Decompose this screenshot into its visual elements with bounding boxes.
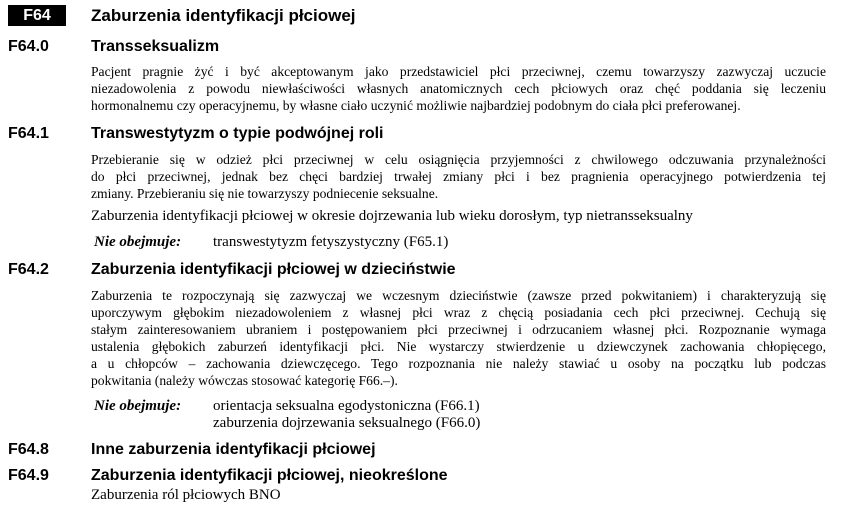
section-description-f64-0 <box>91 63 826 114</box>
section-title-f64-0: Transseksualizm <box>91 38 220 55</box>
description-line: Przebieranie się w odzież płci przeciwnej w celu osiągnięcia przyjemności z chwilowego odczuwania przynależności <box>91 152 826 167</box>
description-line: pokwitania (należy wówczas stosować kategorię F66.–). <box>91 373 398 388</box>
section-code-f64-9: F64.9 <box>8 467 49 484</box>
description-line: niezadowolenia z powodu niewłaściwości własnych anatomicznych cech płciowych oraz chęć poddania się leczeniu <box>91 81 826 96</box>
description-line: stałym zainteresowaniem ubraniem i postępowaniem płci przeciwnej i odrzucaniem własnej płci. Rozpoznanie wymaga <box>91 322 826 337</box>
description-line: a u chłopców – zachowania dziewczęcego. Tego rozpoznania nie należy stawiać u osoby na początku lub podczas <box>91 356 826 371</box>
section-description-f64-1 <box>91 151 826 202</box>
section-subtitle-f64-9: Zaburzenia ról płciowych BNO <box>91 487 281 503</box>
description-line: ustalenia głębokich zaburzeń identyfikacji płci. Nie wystarczy stwierdzenie u dziewczynek zachowania chłopięcego, <box>91 339 826 354</box>
section-title-f64-2: Zaburzenia identyfikacji płciowej w dzieciństwie <box>91 261 456 278</box>
section-code-f64-1: F64.1 <box>8 125 49 142</box>
section-description-f64-2 <box>91 287 826 389</box>
exclusion-label-f64-2: Nie obejmuje: <box>94 398 182 414</box>
section-title-f64-9: Zaburzenia identyfikacji płciowej, nieokreślone <box>91 467 448 484</box>
exclusion-item: orientacja seksualna egodystoniczna (F66.1) <box>213 398 480 414</box>
section-note-f64-1: Zaburzenia identyfikacji płciowej w okresie dojrzewania lub wieku dorosłym, typ nietransseksualny <box>91 208 693 224</box>
section-code-f64-0: F64.0 <box>8 38 49 55</box>
exclusion-label-f64-1: Nie obejmuje: <box>94 234 182 250</box>
description-line: zmiany. Przebieraniu się nie towarzyszy podniecenie seksualne. <box>91 186 439 201</box>
chapter-title: Zaburzenia identyfikacji płciowej <box>91 6 356 25</box>
section-title-f64-8: Inne zaburzenia identyfikacji płciowej <box>91 441 376 458</box>
description-line: Pacjent pragnie żyć i być akceptowanym jako przedstawiciel płci przeciwnej, czemu towarzyszy zazwyczaj uczucie <box>91 64 826 79</box>
section-title-f64-1: Transwestytyzm o typie podwójnej roli <box>91 125 384 142</box>
exclusion-item: zaburzenia dojrzewania seksualnego (F66.0) <box>213 415 481 431</box>
section-code-f64-8: F64.8 <box>8 441 49 458</box>
exclusion-item: transwestytyzm fetyszystyczny (F65.1) <box>213 234 449 250</box>
description-line: uporczywym głębokim niezadowoleniem z własnej płci wraz z chęcią posiadania cech płci przeciwnej. Cechują się <box>91 305 826 320</box>
description-line: hormonalnemu czy operacyjnemu, by własne ciało uczynić możliwie najbardziej podobnym do ciała płci preferowanej. <box>91 98 741 113</box>
description-line: do płci przeciwnej, jednak bez chęci bardziej trwałej zmiany płci i bez pragnienia operacyjnego potwierdzenia tej <box>91 169 826 184</box>
chapter-code-badge: F64 <box>8 5 66 26</box>
section-code-f64-2: F64.2 <box>8 261 49 278</box>
description-line: Zaburzenia te rozpoczynają się zazwyczaj we wczesnym dzieciństwie (zawsze przed pokwitaniem) i charakteryzują się <box>91 288 826 303</box>
